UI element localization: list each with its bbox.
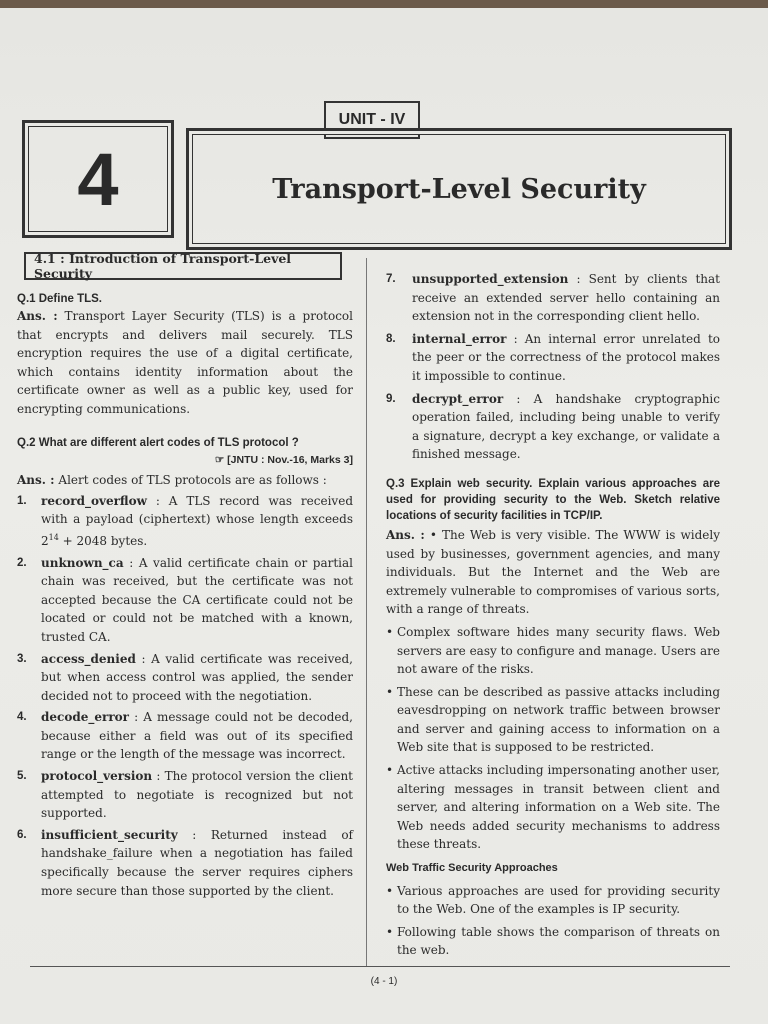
alert-text: : A valid certificate chain or partial chain was received, but the certificate was not accepted because the CA certificate could not be located or could not be matched with a known, trusted CA. [41,555,353,644]
alert-num: 5. [17,770,27,783]
q1-ans-label: Ans. : [17,309,58,323]
alert-term: unsupported_extension [412,272,569,286]
left-column [17,291,353,903]
bullet-icon: • [386,684,394,699]
alert-num: 4. [17,711,27,724]
alert-term: protocol_version [41,769,153,784]
alert-tail: + 2048 bytes. [58,533,148,548]
alert-num: 6. [17,828,27,841]
alert-text: : Returned instead of handshake_failure when a negotiation has failed specifically because the server requires ciphers more secure than those supported by the client. [41,827,353,898]
bullet-icon: • [429,527,437,542]
q2-answer-intro-line [17,471,353,490]
bullet-item [386,683,720,757]
q3-question: Q.3 Explain web security. Explain various approaches are used for providing security to the Web. Sketch relative locations of security facilities in TCP/IP. [386,477,720,522]
alert-term: record_overflow [41,493,147,508]
alert-num: 1. [17,494,27,507]
alert-item [17,708,353,764]
q3-subheading: Web Traffic Security Approaches [386,862,558,875]
bullet-item [386,882,720,919]
bullet-text: These can be described as passive attacks including eavesdropping on network traffic between browser and server and gaining access to information on a Web site that is supposed to be restricted. [397,684,720,755]
alert-exp: 14 [48,532,59,542]
chapter-title: Transport-Level Security [186,128,732,250]
alert-item [17,767,353,823]
alert-term: access_denied [41,651,136,666]
alert-item [386,330,720,386]
alert-term: internal_error [412,331,507,346]
right-column [386,270,720,960]
q1-answer [17,307,353,419]
q1-answer-text: Transport Layer Security (TLS) is a protocol that encrypts and delivers mail securely. TLS encryption requires the use of a digital certificate, which contains identity information about the certificate owner as well as a public key, used for encrypting communications. [17,309,353,416]
bullet-icon: • [386,924,394,939]
alert-item [386,270,720,326]
bullet-icon: • [386,763,394,778]
q2-answer-intro: Alert codes of TLS protocols are as follows : [58,473,327,488]
alert-text: : A valid certificate was received, but when access control was applied, the sender decided not to proceed with the negotiation. [41,651,353,703]
q2-ans-label: Ans. : [17,473,55,488]
bullet-icon: • [386,624,394,639]
alert-term: unknown_ca [41,555,124,570]
alert-base: 2 [41,533,49,548]
alert-num: 2. [17,556,27,569]
q3-ans-label: Ans. : [386,527,425,542]
bullet-item [386,623,720,679]
chapter-number: 4 [22,120,174,238]
bullet-item [386,923,720,960]
q1-question: Q.1 Define TLS. [17,293,102,305]
alert-num: 8. [386,332,396,345]
alert-item [17,554,353,647]
bullet-text: Complex software hides many security flaws. Web servers are easy to configure and manage. Users are not aware of the risks. [397,624,720,677]
q3-answer-intro-line [386,526,720,619]
q3-answer-intro: The Web is very visible. The WWW is widely used by businesses, government agencies, and many individuals. But the Internet and the Web are extremely vulnerable to compromises of various sorts, with a range of threats. [386,527,720,617]
alert-text: : Sent by clients that receive an extended server hello containing an extension not in the corresponding client hello. [412,272,720,324]
alert-term: decrypt_error [412,391,504,406]
column-divider [366,258,367,966]
alert-term: insufficient_security [41,827,178,842]
unit-label: UNIT - IV [324,101,420,139]
footer-rule [30,966,730,967]
alert-text: : A TLS record was received with a payload (ciphertext) whose length exceeds [41,493,353,527]
alert-item [17,492,353,551]
q2-question: Q.2 What are different alert codes of TLS protocol ? [17,436,299,449]
page [0,8,768,1024]
alert-text: : The protocol version the client attempted to negotiate is recognized but not supported. [41,769,353,821]
alert-text: : A handshake cryptographic operation failed, including being unable to verify a signature, decrypt a key exchange, or validate a finished message. [412,391,720,462]
bullet-item [386,761,720,854]
alert-num: 9. [386,392,396,405]
alert-num: 3. [17,652,27,665]
bullet-text: Following table shows the comparison of threats on the web. [397,924,720,958]
alert-item [386,390,720,464]
alert-text: : An internal error unrelated to the peer or the correctness of the protocol makes it impossible to continue. [412,331,720,383]
q2-reference: ☞ [JNTU : Nov.-16, Marks 3] [214,453,353,466]
alert-term: decode_error [41,710,129,725]
alert-item [17,650,353,706]
page-number: (4 - 1) [370,976,398,987]
alert-item [17,826,353,900]
bullet-text: Various approaches are used for providing security to the Web. One of the examples is IP security. [397,883,720,917]
alert-num: 7. [386,273,396,285]
section-title: 4.1 : Introduction of Transport-Level Security [24,252,342,280]
alert-text: : A message could not be decoded, because either a field was out of its specified range or the length of the message was incorrect. [41,710,353,762]
bullet-icon: • [386,883,394,898]
bullet-text: Active attacks including impersonating another user, altering messages in transit between client and server, and altering information on a Web site. The Web needs added security mechanisms to address these threats. [397,763,720,852]
